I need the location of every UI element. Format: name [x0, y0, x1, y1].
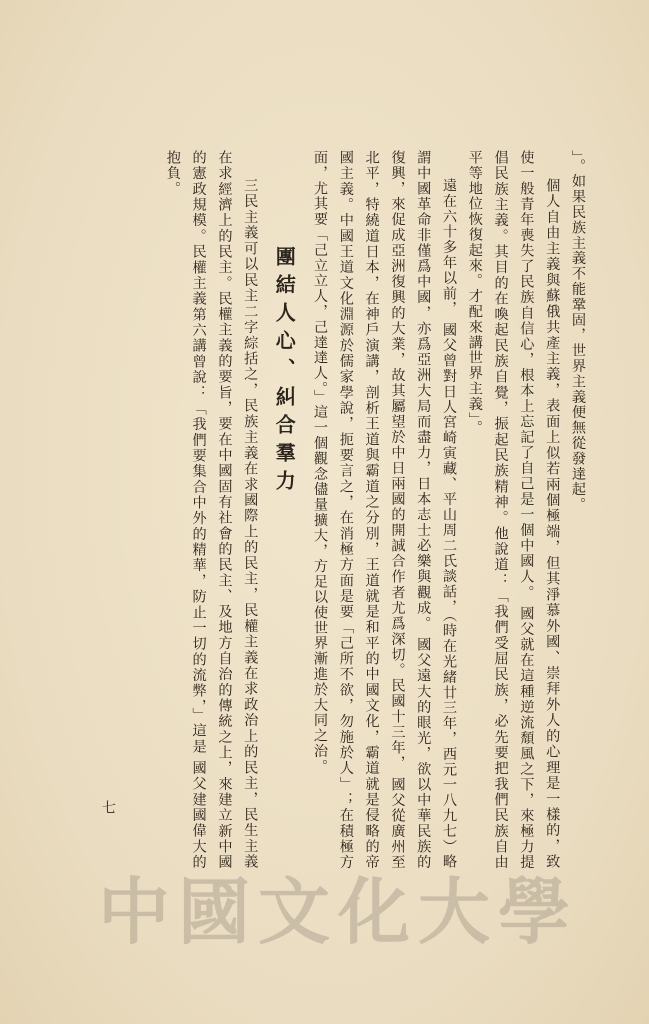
library-watermark: 中國文化大學 — [98, 870, 579, 954]
page-number: 七 — [100, 800, 116, 814]
section-title: 團結人心、糾合羣力 — [272, 246, 297, 498]
paragraph: 」。如果民族主義不能鞏固，世界主義便無從發達起。 — [570, 150, 586, 513]
paragraph: 三民主義可以民主二字綜括之，民族主義在求國際上的民主，民權主義在求政治上的民主，民生主義在求經濟上的民主。民權主義的要旨，要在中國固有社會的民主、及地方自治的傳統之上，來建立新中國的憲政規模。民權主義第六講曾說：「我們要集合中外的精華，防止一切的流弊，」這是 國父建國偉大的抱負。 — [164, 150, 259, 870]
paragraph: 個人自由主義與蘇俄共產主義，表面上似若兩個極端，但其淨慕外國、崇拜外人的心理是一樣的，致使一般青年喪失了民族自信心，根本上忘記了自己是一個中國人。 國父就在這種逆流頹風之下，來極力提倡民族主義。其目的在喚起民族自覺，振起民族精神。他說道：「我們受屈民族，必先要把我們民族自由平等地位恢復起來。才配來講世界主義」。 — [466, 150, 561, 870]
paragraph: 遠在六十多年以前， 國父曾對日人宮崎寅藏、平山周二氏談話，（時在光緒廿三年，西元一八九七）略謂中國革命非僅爲中國，亦爲亞洲大局而盡力，日本志士必樂與觀成。 國父遠大的眼光，欲以中華民族的復興，來促成亞洲復興的大業，故其屬望於中日兩國的開誠合作者尤爲深切。民國十三年， 國父從廣州至北平，特繞道日本，在神戶演講，剖析王道與霸道之分別，王道就是和平的中國文化，霸道就是侵略的帝國主義。中國王道文化淵源於儒家學說，扼要言之，在消極方面是要「己所不欲，勿施於人」；在積極方面，尤其要「己立立人，己達達人。」這一個觀念儘量擴大，方足以使世界漸進於大同之治。 — [312, 150, 458, 871]
vertical-text-body — [120, 150, 590, 870]
